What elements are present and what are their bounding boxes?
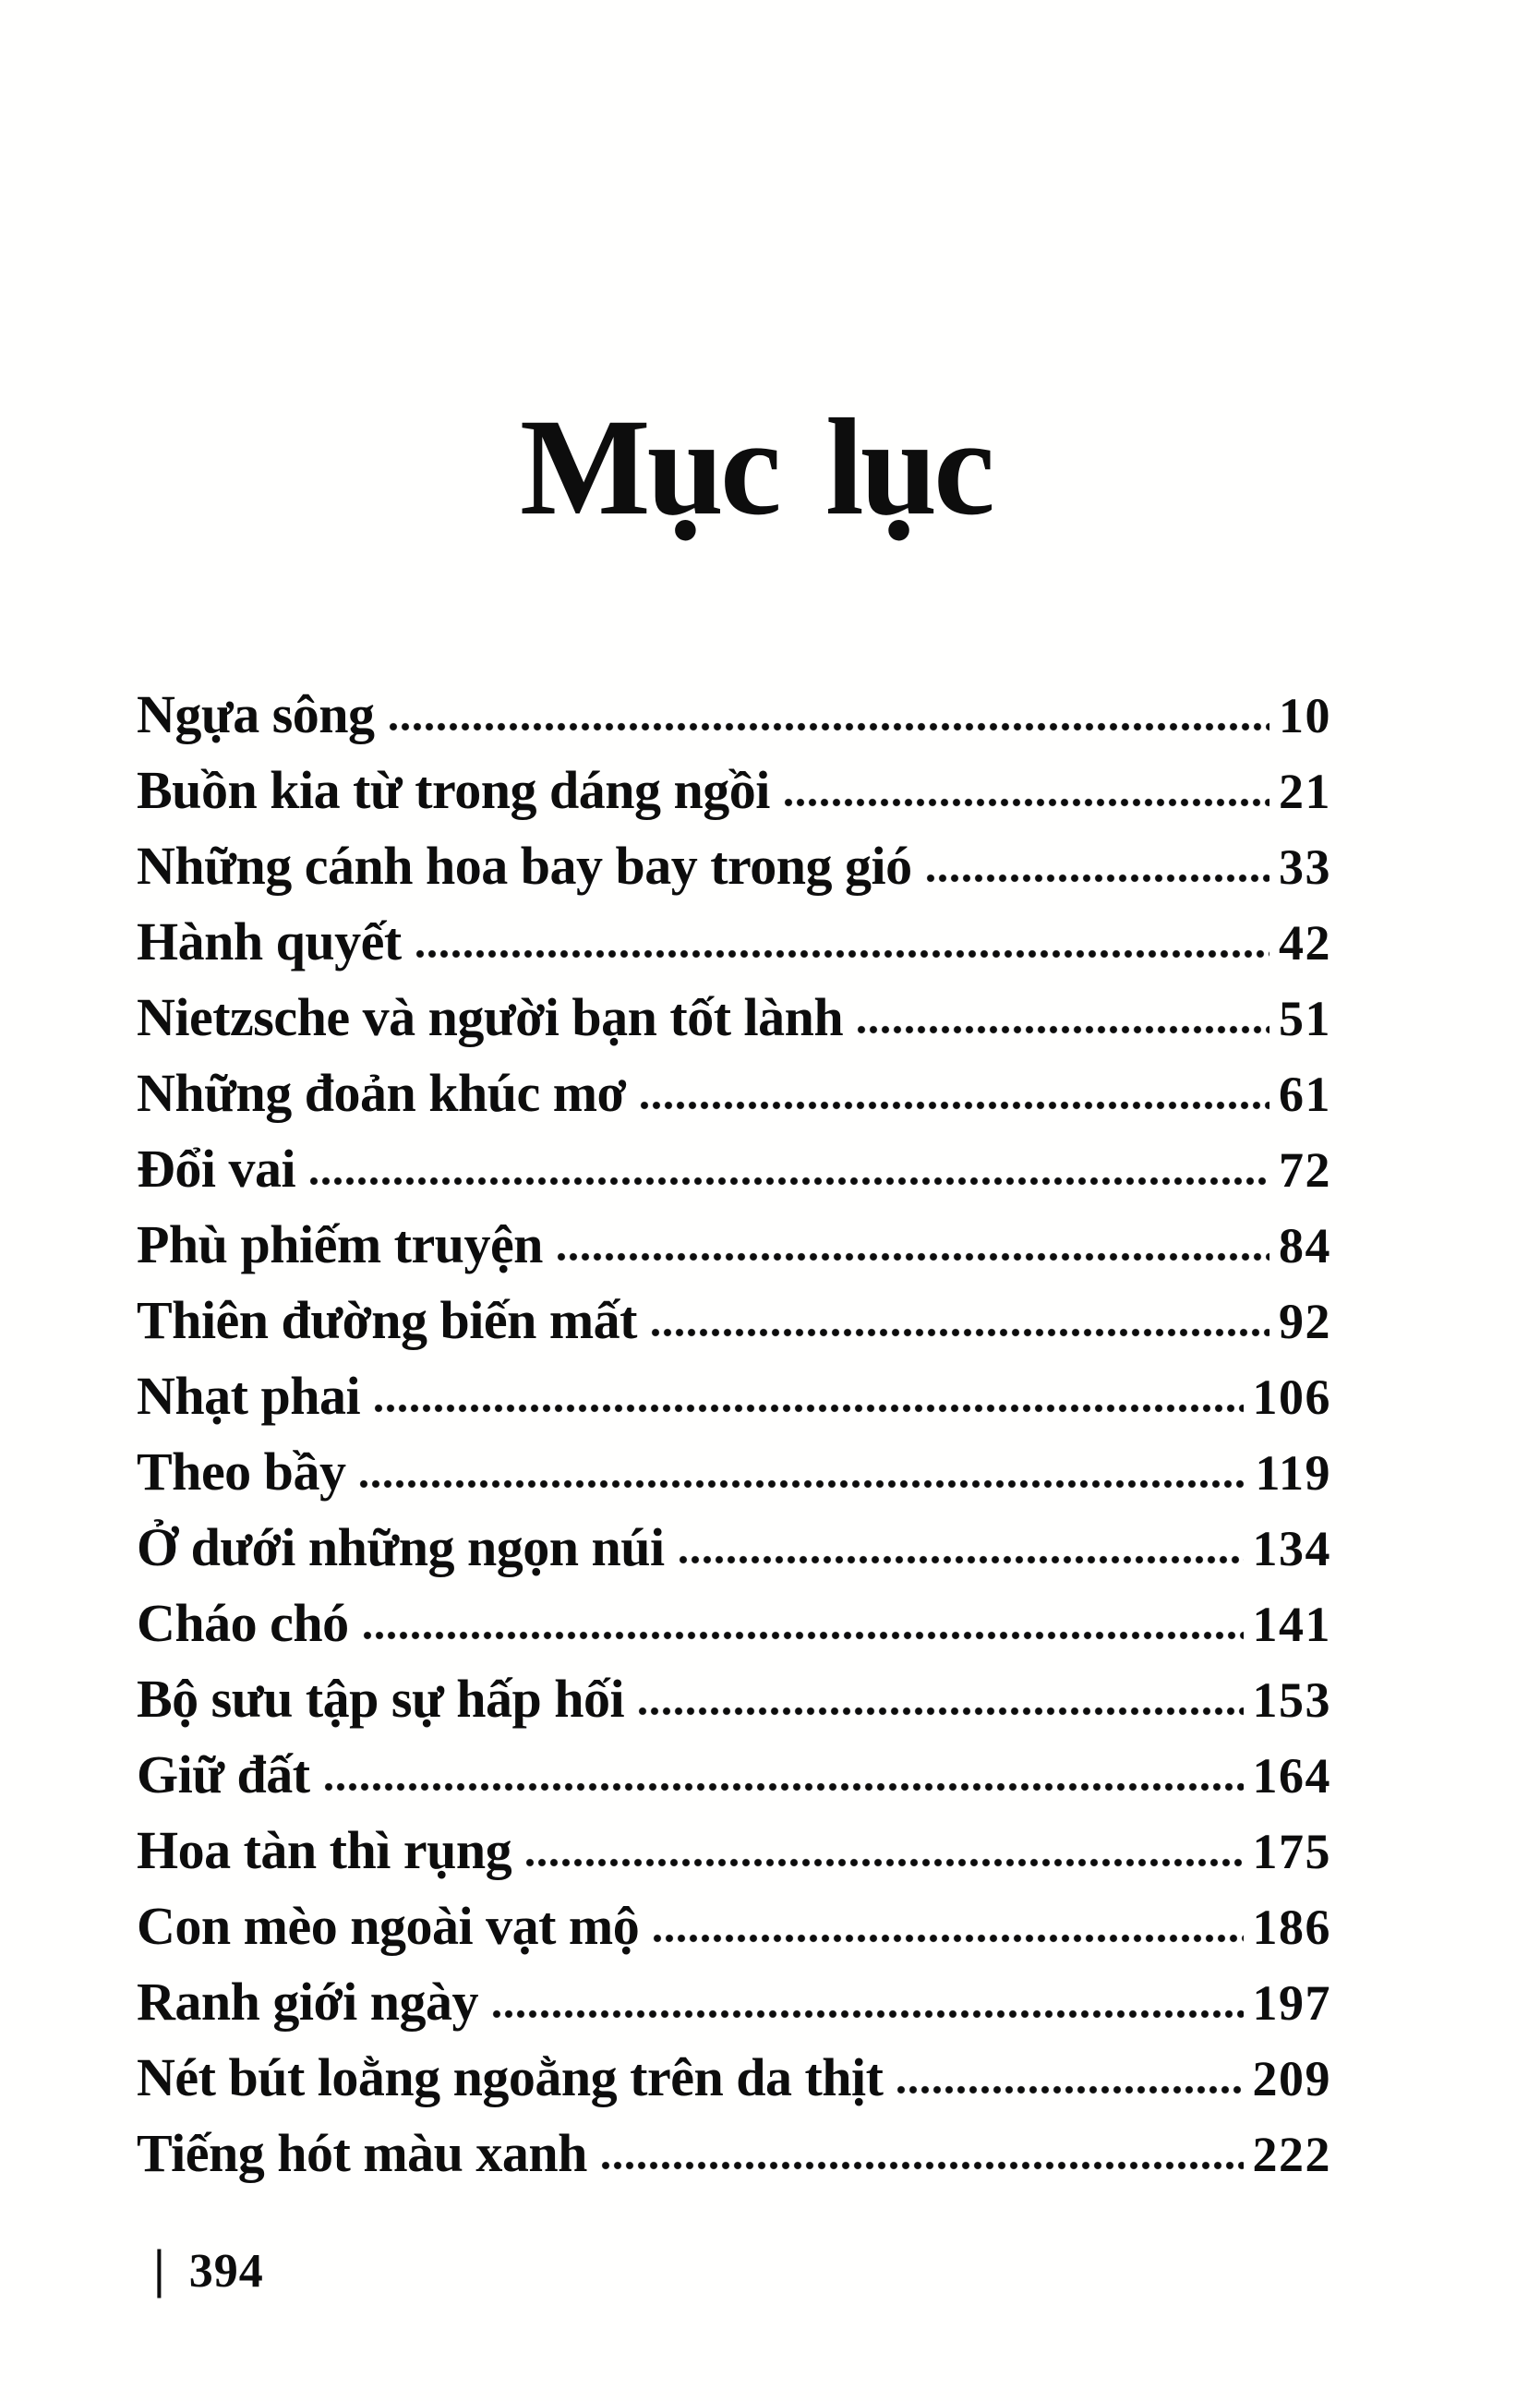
dot-leader (600, 2116, 1244, 2191)
toc-entry-page: 72 (1279, 1142, 1331, 1198)
page-number-footer (153, 2238, 264, 2298)
dot-leader (556, 1207, 1269, 1283)
toc-entry-title: Những đoản khúc mơ (137, 1063, 627, 1123)
dot-leader (925, 828, 1269, 904)
toc-row (137, 904, 1331, 980)
dot-leader (323, 1737, 1244, 1813)
toc-entry-page: 51 (1279, 991, 1331, 1046)
toc-row (137, 1434, 1331, 1510)
footer-divider: | (153, 2238, 165, 2298)
toc-entry-page: 222 (1252, 2127, 1331, 2182)
toc-entry-page: 61 (1279, 1067, 1331, 1122)
toc-entry-page: 84 (1279, 1218, 1331, 1273)
toc-entry-title: Phù phiếm truyện (137, 1214, 543, 1274)
toc-entry-page: 153 (1252, 1672, 1331, 1728)
toc-row (137, 980, 1331, 1056)
toc-row (137, 1283, 1331, 1358)
toc-entry-title: Ranh giới ngày (137, 1972, 478, 2032)
toc-entry-page: 175 (1252, 1824, 1331, 1879)
toc-entry-title: Những cánh hoa bay bay trong gió (137, 836, 912, 896)
toc-row (137, 1207, 1331, 1283)
dot-leader (896, 2040, 1243, 2116)
dot-leader (637, 1661, 1243, 1737)
toc-entry-title: Giữ đất (137, 1744, 310, 1804)
toc-entry-page: 119 (1255, 1445, 1331, 1501)
toc-entry-page: 106 (1252, 1369, 1331, 1425)
page-title: Mục lục (520, 391, 992, 544)
toc-row (137, 1358, 1331, 1434)
footer-page-number: 394 (188, 2245, 264, 2298)
toc-entry-title: Hoa tàn thì rụng (137, 1820, 512, 1880)
toc-list (137, 677, 1331, 2191)
toc-entry-title: Bộ sưu tập sự hấp hối (137, 1669, 625, 1729)
toc-row (137, 1888, 1331, 1964)
toc-row (137, 1813, 1331, 1888)
toc-entry-page: 134 (1252, 1521, 1331, 1576)
dot-leader (358, 1434, 1245, 1510)
toc-row (137, 1661, 1331, 1737)
dot-leader (415, 904, 1269, 980)
toc-entry-title: Nietzsche và người bạn tốt lành (137, 987, 844, 1047)
toc-entry-page: 141 (1252, 1597, 1331, 1652)
toc-entry-page: 197 (1252, 1975, 1331, 2031)
toc-entry-page: 10 (1279, 688, 1331, 743)
toc-entry-page: 33 (1279, 839, 1331, 895)
toc-entry-title: Buồn kia từ trong dáng ngồi (137, 760, 770, 820)
toc-entry-page: 164 (1252, 1748, 1331, 1804)
toc-entry-title: Ngựa sông (137, 684, 375, 744)
toc-row (137, 828, 1331, 904)
toc-row (137, 1964, 1331, 2040)
toc-entry-title: Cháo chó (137, 1593, 349, 1653)
dot-leader (678, 1510, 1244, 1586)
toc-entry-page: 186 (1252, 1900, 1331, 1955)
toc-entry-page: 209 (1252, 2051, 1331, 2106)
dot-leader (373, 1358, 1243, 1434)
toc-entry-title: Theo bầy (137, 1442, 346, 1502)
dot-leader (362, 1586, 1244, 1661)
dot-leader (652, 1888, 1243, 1964)
toc-entry-title: Tiếng hót màu xanh (137, 2123, 587, 2183)
toc-row (137, 2116, 1331, 2191)
toc-entry-title: Con mèo ngoài vạt mộ (137, 1896, 640, 1956)
toc-row (137, 677, 1331, 753)
toc-entry-title: Đổi vai (137, 1139, 296, 1199)
toc-entry-title: Hành quyết (137, 911, 402, 971)
dot-leader (491, 1964, 1244, 2040)
toc-entry-title: Nét bút loằng ngoằng trên da thịt (137, 2047, 884, 2107)
toc-row (137, 1056, 1331, 1131)
dot-leader (783, 753, 1269, 828)
toc-row (137, 1131, 1331, 1207)
toc-entry-title: Ở dưới những ngọn núi (137, 1517, 665, 1577)
dot-leader (308, 1131, 1269, 1207)
toc-entry-title: Nhạt phai (137, 1366, 361, 1426)
dot-leader (856, 980, 1269, 1056)
dot-leader (388, 677, 1269, 753)
toc-entry-title: Thiên đường biến mất (137, 1290, 637, 1350)
dot-leader (639, 1056, 1269, 1131)
toc-entry-page: 42 (1279, 915, 1331, 971)
toc-row (137, 1510, 1331, 1586)
toc-row (137, 1586, 1331, 1661)
toc-row (137, 753, 1331, 828)
dot-leader (524, 1813, 1243, 1888)
toc-entry-page: 21 (1279, 764, 1331, 819)
dot-leader (650, 1283, 1269, 1358)
toc-row (137, 1737, 1331, 1813)
toc-row (137, 2040, 1331, 2116)
toc-entry-page: 92 (1279, 1294, 1331, 1349)
